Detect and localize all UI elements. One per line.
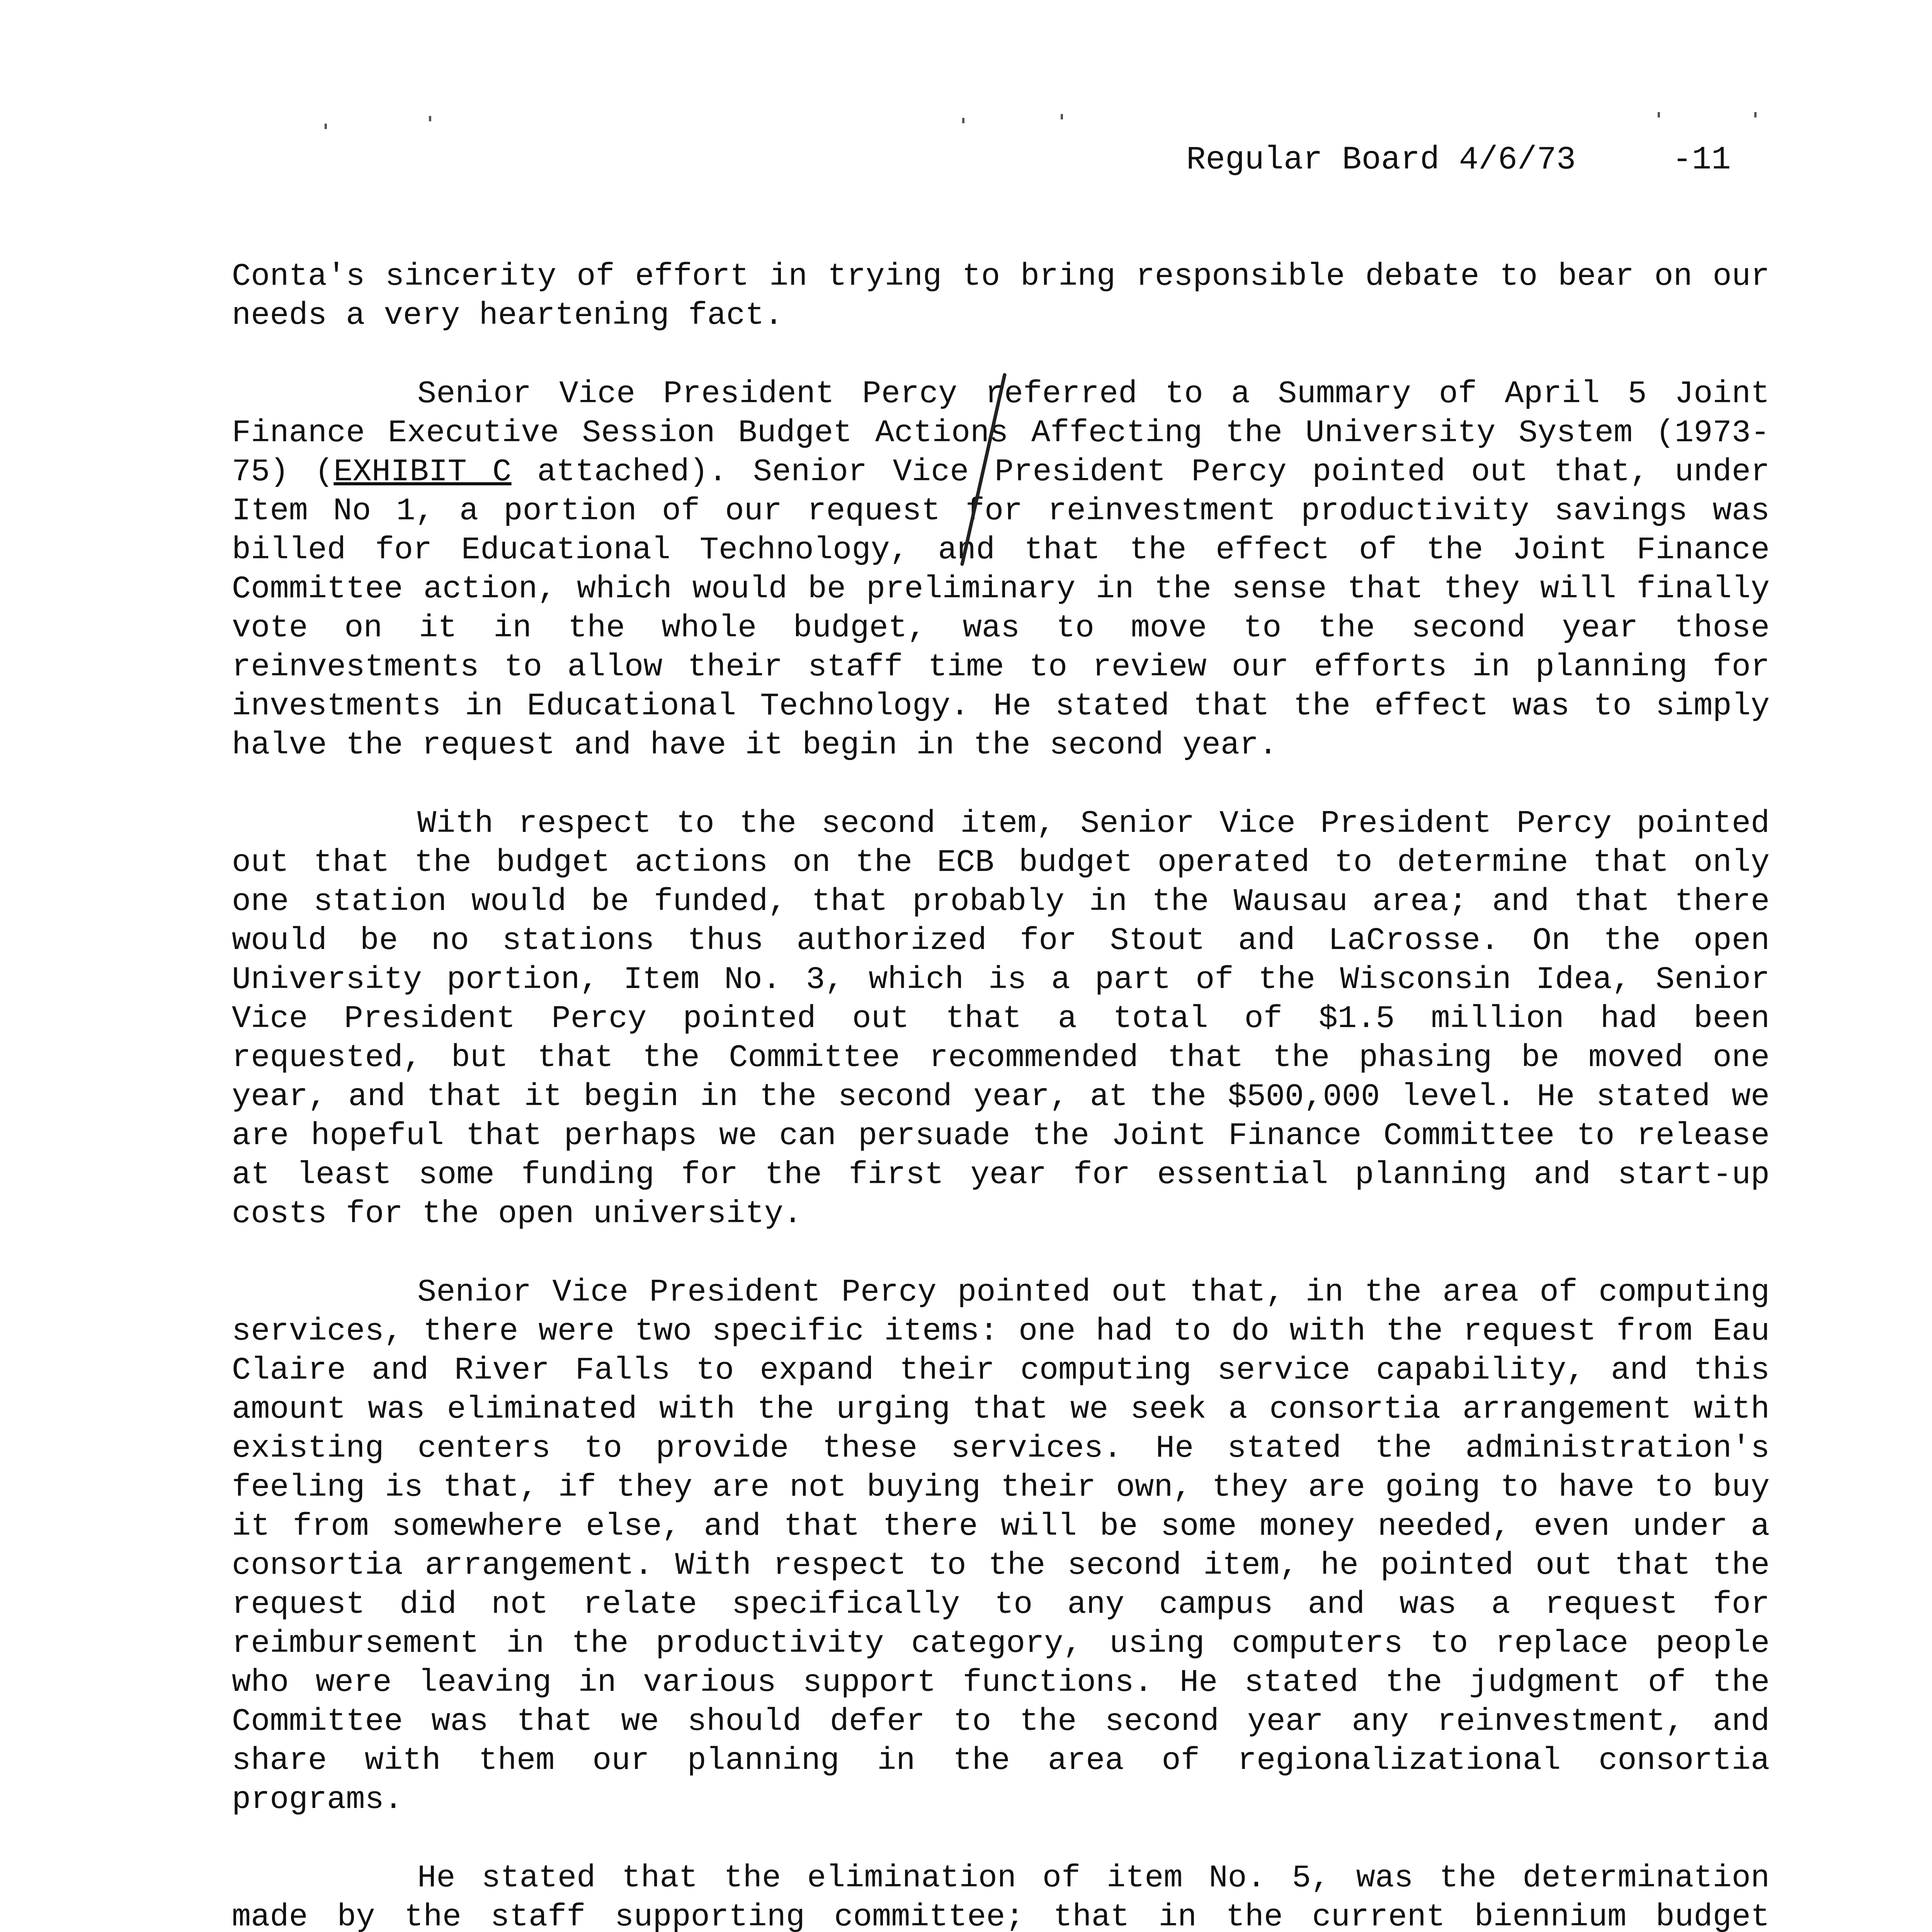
paragraph-text: Senior Vice President Percy referred to a Summary of April 5 Joint Finance Executive Session Budget Actions Affecting the University System (1973-75) (	[232, 376, 1770, 490]
scan-speck	[325, 124, 327, 129]
scan-speck	[1658, 112, 1660, 117]
paragraph-computing-services: Senior Vice President Percy pointed out that, in the area of computing services, there were two specific items: one had to do with the request from Eau Claire and River Falls to expand their computing service capability, and this amount was eliminated with the urging that we seek a consortia arrangement with existing centers to provide these services. He stated the administration's feeling is that, if they are not buying their own, they are going to have to buy it from somewhere else, and that there will be some money needed, even under a consortia arrangement. With respect to the second item, he pointed out that the request did not relate specifically to any campus and was a request for reimbursement in the productivity category, using computers to replace people who were leaving in various support functions. He stated the judgment of the Committee was that we should defer to the second year any reinvestment, and share with them our planning in the area of regionalizational consortia programs.	[232, 1274, 1770, 1818]
header-page-ref: -11	[1672, 142, 1731, 179]
page-header	[1186, 141, 1731, 180]
pen-stroke-mark	[947, 371, 1024, 572]
scan-speck	[1061, 114, 1063, 119]
header-title: Regular Board 4/6/73	[1186, 142, 1576, 179]
scan-speck	[1754, 112, 1757, 117]
paragraph-continuation: Conta's sincerity of effort in trying to bring responsible debate to bear on our needs a very heartening fact.	[232, 259, 1770, 333]
paragraph-extension-outreach: He stated that the elimination of item No. 5, was the determination made by the staff supporting committee; that in the current biennium budget	[232, 1860, 1770, 1932]
scan-speck	[962, 118, 964, 123]
paragraph-text: attached). Senior Vice President Percy pointed out that, under Item No 1, a portion of our request for reinvestment productivity savings was billed for Educational Technology, and that the effect of the Joint Finance Committee action, which would be preliminary in the sense that they will finally vote on it in the whole budget, was to move to the second year those reinvestments to allow their staff time to review our efforts in planning for investments in Educational Technology. He stated that the effect was to simply halve the request and have it begin in the second year.	[232, 454, 1770, 763]
exhibit-reference: EXHIBIT C	[333, 454, 512, 490]
paragraph-ecb-open-university: With respect to the second item, Senior Vice President Percy pointed out that the budget actions on the ECB budget operated to determine that only one station would be funded, that probably in the Wausau area; and that there would be no stations thus authorized for Stout and LaCrosse. On the open University portion, Item No. 3, which is a part of the Wisconsin Idea, Senior Vice President Percy pointed out that a total of $1.5 million had been requested, but that the Committee recommended that the phasing be moved one year, and that it begin in the second year, at the $500,000 level. He stated we are hopeful that perhaps we can persuade the Joint Finance Committee to release at least some funding for the first year for essential planning and start-up costs for the open university.	[232, 806, 1770, 1232]
scan-speck	[429, 116, 431, 121]
